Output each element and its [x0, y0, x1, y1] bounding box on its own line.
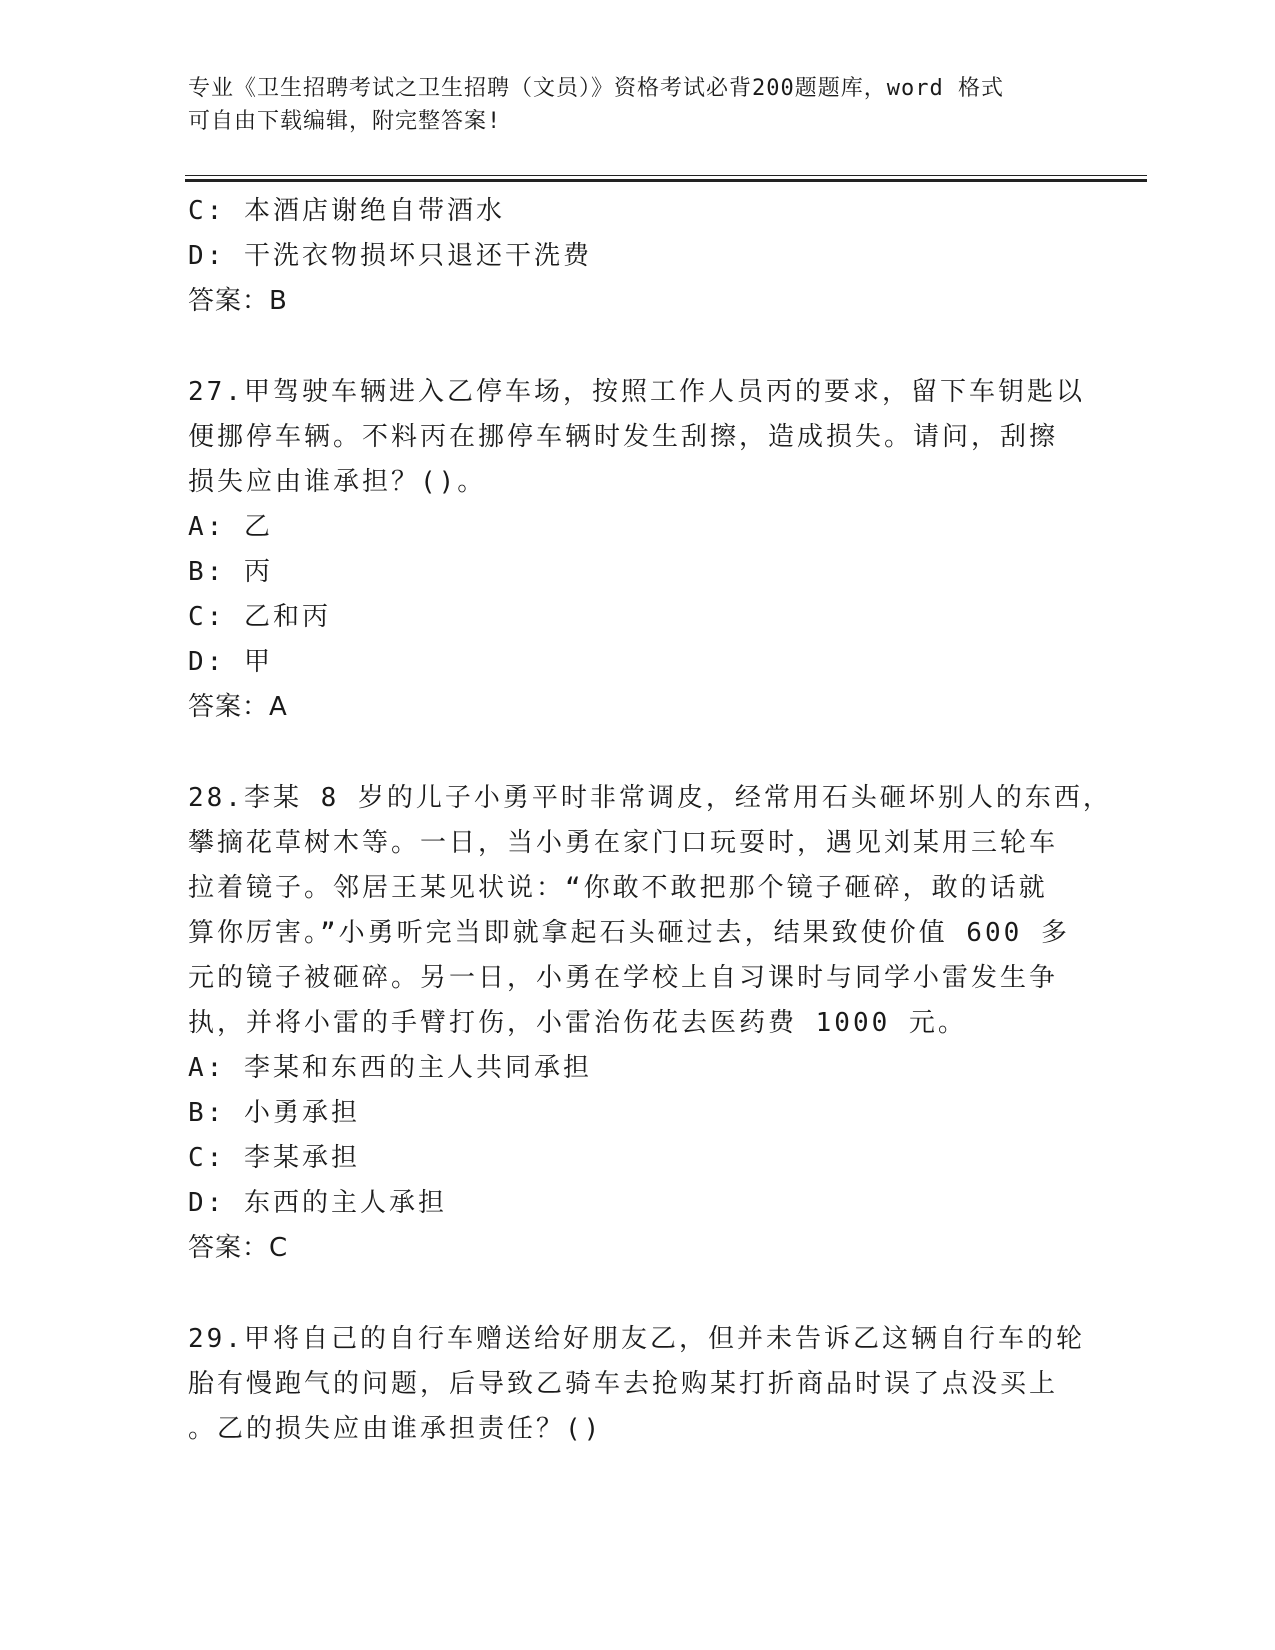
option-b: B: 小勇承担 [188, 1098, 360, 1128]
option-c: C: 本酒店谢绝自带酒水 [188, 196, 505, 226]
page-header [188, 72, 1088, 138]
question-stem-line: 27.甲驾驶车辆进入乙停车场，按照工作人员丙的要求，留下车钥匙以 [188, 377, 1085, 407]
question-27 [188, 370, 1088, 730]
question-stem-line: 胎有慢跑气的问题，后导致乙骑车去抢购某打折商品时误了点没买上 [188, 1369, 1059, 1399]
question-stem-line: 执，并将小雷的手臂打伤，小雷治伤花去医药费 1000 元。 [188, 1008, 967, 1038]
option-c: C: 李某承担 [188, 1143, 360, 1173]
header-title-line-2: 可自由下载编辑，附完整答案! [188, 109, 502, 134]
question-spacer [188, 1271, 1088, 1317]
question-spacer [188, 324, 1088, 370]
question-29 [188, 1317, 1088, 1452]
question-spacer [188, 730, 1088, 776]
question-stem-line: 拉着镜子。邻居王某见状说：“你敢不敢把那个镜子砸碎，敢的话就 [188, 873, 1048, 903]
option-d: D: 干洗衣物损坏只退还干洗费 [188, 241, 592, 271]
option-d: D: 东西的主人承担 [188, 1188, 447, 1218]
question-stem-line: 。乙的损失应由谁承担责任？() [188, 1414, 603, 1444]
question-26-tail [188, 189, 1088, 324]
question-stem-line: 便挪停车辆。不料丙在挪停车辆时发生刮擦，造成损失。请问，刮擦 [188, 422, 1059, 452]
option-d: D: 甲 [188, 647, 273, 677]
option-c: C: 乙和丙 [188, 602, 331, 632]
question-stem-line: 元的镜子被砸碎。另一日，小勇在学校上自习课时与同学小雷发生争 [188, 963, 1059, 993]
question-stem-line: 损失应由谁承担？()。 [188, 467, 487, 497]
question-28 [188, 776, 1112, 1271]
option-a: A: 乙 [188, 512, 273, 542]
option-b: B: 丙 [188, 557, 273, 587]
header-rule-thin [185, 175, 1147, 176]
answer-line: 答案：A [188, 692, 288, 722]
header-rule-thick [185, 179, 1147, 182]
question-stem-line: 29.甲将自己的自行车赠送给好朋友乙，但并未告诉乙这辆自行车的轮 [188, 1324, 1085, 1354]
option-a: A: 李某和东西的主人共同承担 [188, 1053, 592, 1083]
header-title-line-1: 专业《卫生招聘考试之卫生招聘（文员）》资格考试必背200题题库，word 格式 [188, 76, 1004, 101]
document-body [188, 189, 1112, 1452]
question-stem-line: 攀摘花草树木等。一日，当小勇在家门口玩耍时，遇见刘某用三轮车 [188, 828, 1059, 858]
question-stem-line: 算你厉害。”小勇听完当即就拿起石头砸过去，结果致使价值 600 多 [188, 918, 1070, 948]
answer-line: 答案：C [188, 1233, 289, 1263]
answer-line: 答案：B [188, 286, 288, 316]
question-stem-line: 28.李某 8 岁的儿子小勇平时非常调皮，经常用石头砸坏别人的东西， [188, 783, 1112, 813]
